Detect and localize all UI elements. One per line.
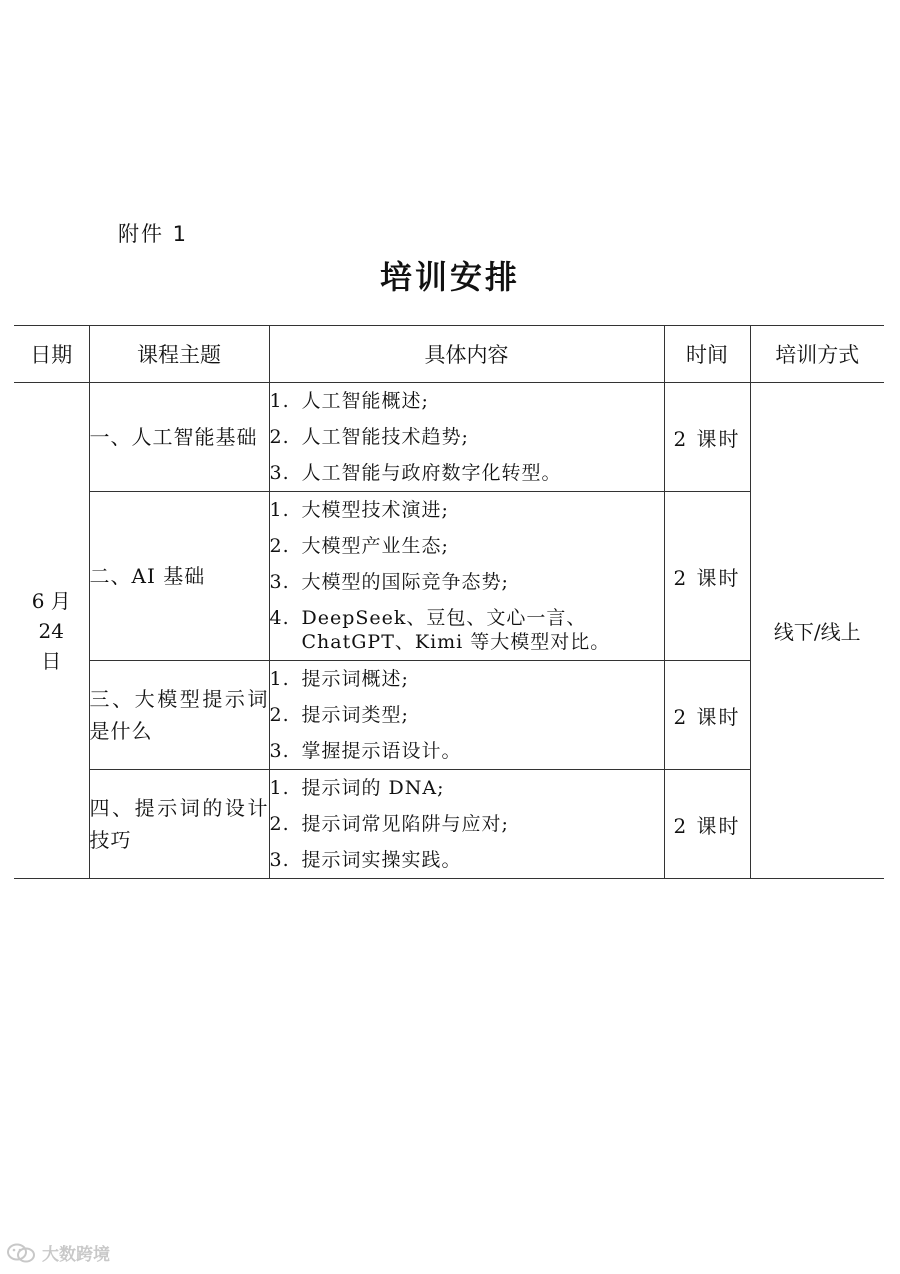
list-item [270, 842, 664, 878]
item-text: 提示词类型; [301, 704, 409, 726]
item-number: 2. [269, 704, 290, 726]
topic-cell: 一、人工智能基础 [89, 383, 269, 492]
topic-cell: 三、大模型提示词是什么 [89, 661, 269, 770]
date-cell [14, 383, 89, 879]
item-number: 1. [269, 777, 290, 799]
item-text: DeepSeek、豆包、文心一言、ChatGPT、Kimi 等大模型对比。 [301, 607, 611, 653]
item-number: 2. [269, 813, 290, 835]
topic-cell: 二、AI 基础 [89, 492, 269, 661]
document-title: 培训安排 [379, 258, 520, 296]
watermark [6, 1240, 110, 1265]
content-cell [269, 492, 664, 661]
list-item [270, 455, 664, 491]
list-item [270, 419, 664, 455]
item-number: 2. [269, 535, 290, 557]
table-header-row [14, 326, 884, 383]
item-text: 人工智能概述; [301, 390, 429, 412]
header-topic: 课程主题 [89, 326, 269, 383]
watermark-text: 大数跨境 [42, 1245, 110, 1265]
item-text: 掌握提示语设计。 [301, 740, 462, 762]
list-item [270, 492, 664, 528]
training-schedule-table [14, 325, 884, 879]
mode-cell: 线下/线上 [750, 383, 884, 879]
time-cell: 2 课时 [664, 383, 750, 492]
item-text: 人工智能技术趋势; [301, 426, 469, 448]
item-number: 1. [269, 668, 290, 690]
item-number: 3. [269, 571, 290, 593]
item-text: 大模型产业生态; [301, 535, 449, 557]
attachment-label: 附件 1 [118, 222, 189, 246]
item-text: 大模型的国际竞争态势; [301, 571, 509, 593]
list-item [270, 733, 664, 769]
item-number: 4. [269, 607, 290, 629]
table-row [14, 383, 884, 492]
header-content: 具体内容 [269, 326, 664, 383]
item-number: 2. [269, 426, 290, 448]
content-cell [269, 661, 664, 770]
list-item [270, 383, 664, 419]
header-date: 日期 [14, 326, 89, 383]
list-item [270, 600, 664, 660]
time-cell: 2 课时 [664, 661, 750, 770]
list-item [270, 564, 664, 600]
content-cell [269, 770, 664, 879]
header-time: 时间 [664, 326, 750, 383]
item-text: 提示词的 DNA; [301, 777, 445, 799]
time-cell: 2 课时 [664, 770, 750, 879]
item-number: 3. [269, 849, 290, 871]
topic-cell: 四、提示词的设计技巧 [89, 770, 269, 879]
date-text: 6 月 24 日 [31, 588, 71, 673]
list-item [270, 661, 664, 697]
item-text: 提示词实操实践。 [301, 849, 462, 871]
item-text: 提示词常见陷阱与应对; [301, 813, 509, 835]
list-item [270, 806, 664, 842]
item-number: 1. [269, 390, 290, 412]
item-number: 3. [269, 462, 290, 484]
content-cell [269, 383, 664, 492]
header-mode: 培训方式 [750, 326, 884, 383]
item-number: 1. [269, 499, 290, 521]
item-number: 3. [269, 740, 290, 762]
item-text: 大模型技术演进; [301, 499, 449, 521]
item-text: 人工智能与政府数字化转型。 [301, 462, 562, 484]
list-item [270, 770, 664, 806]
list-item [270, 528, 664, 564]
list-item [270, 697, 664, 733]
wechat-logo-icon [6, 1242, 36, 1264]
item-text: 提示词概述; [301, 668, 409, 690]
time-cell: 2 课时 [664, 492, 750, 661]
